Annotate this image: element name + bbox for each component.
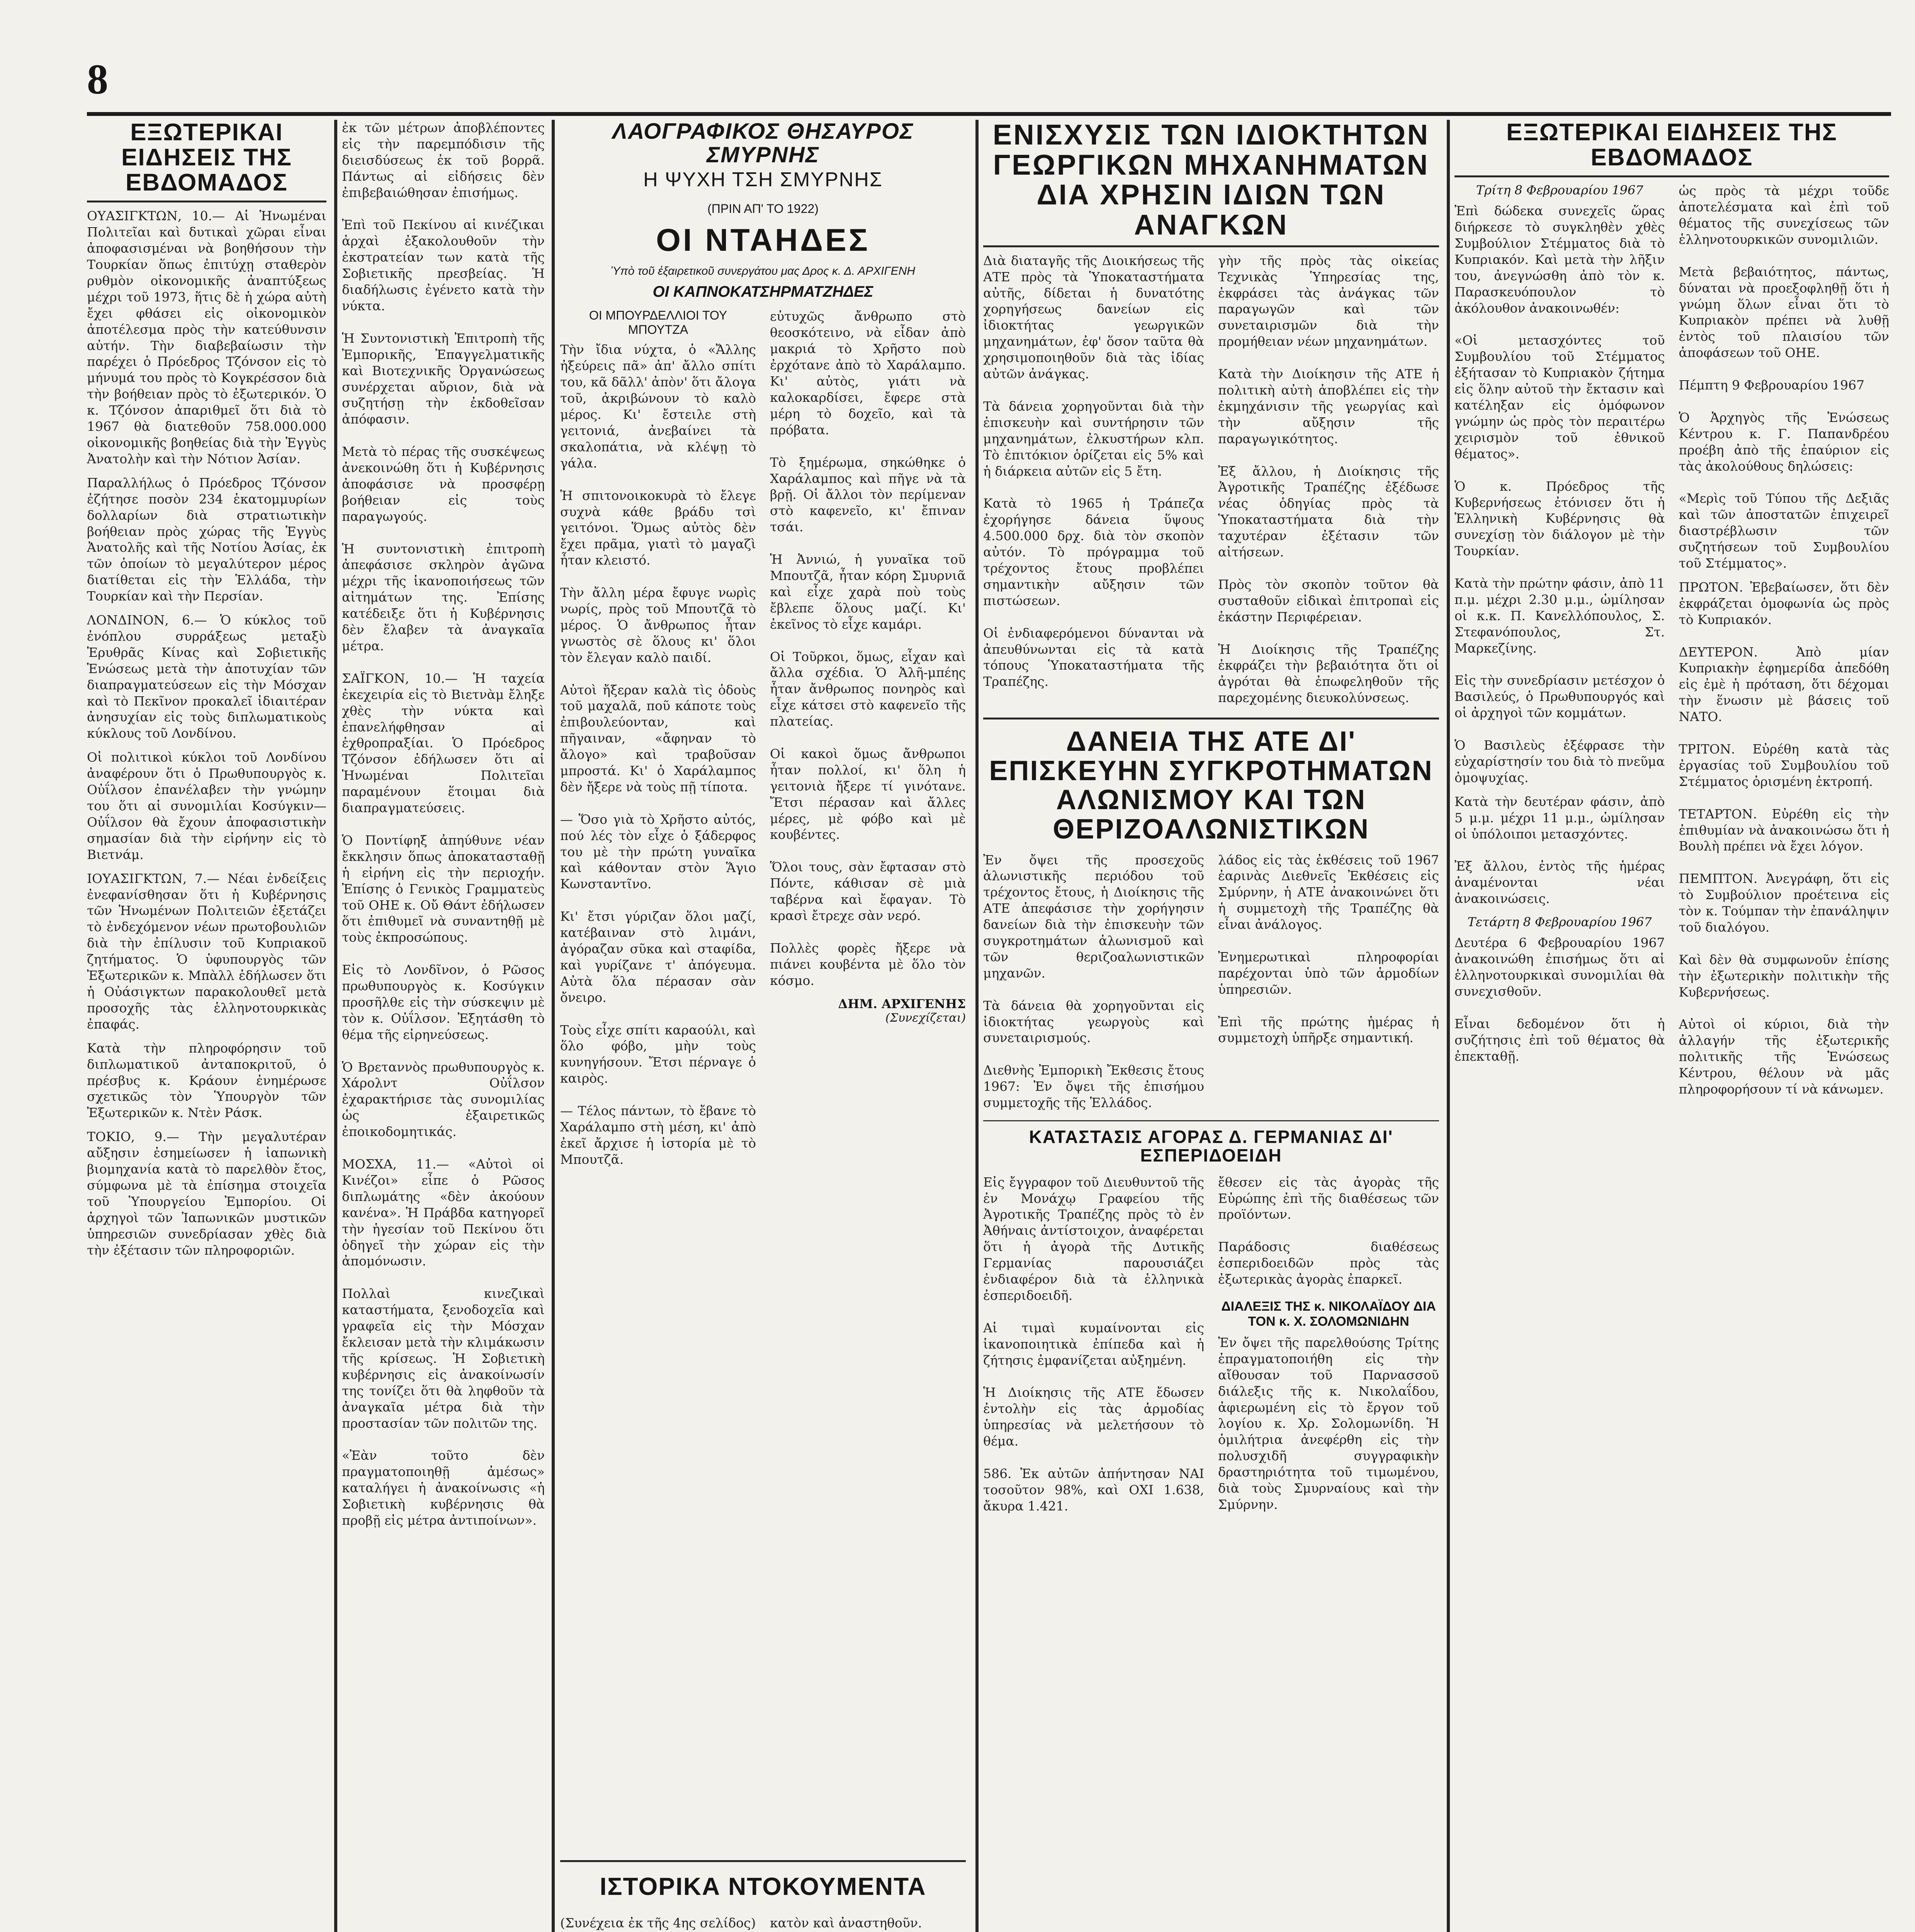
news-continuation-text: ἐκ τῶν μέτρων ἀποβλέποντες εἰς τὴν παρεμπόδισιν τῆς διεισδύσεως ἐκ τοῦ βορρᾶ. Πάντως αἱ εἰδήσεις δὲν ἐπιβεβαιώθησαν ἐπισήμως. Ἐπὶ τοῦ Πεκίνου αἱ κινέζικαι ἀρχαὶ ἐξακολουθοῦν τὴν ἐκστρατείαν των κατὰ τῆς Σοβιετικῆς πρεσβείας. Ἡ διαδήλωσις ἐγένετο κατὰ τὴν νύκτα. Ἡ Συντονιστικὴ Ἐπιτροπὴ τῆς Ἐμπορικῆς, Ἐπαγγελματικῆς καὶ Βιοτεχνικῆς Ὀργανώσεως συνέρχεται αὔριον, διὰ νὰ συζητήσῃ τὴν ἐκδοθεῖσαν ἀπόφασιν. Μετὰ τὸ πέρας τῆς συσκέψεως ἀνεκοινώθη ὅτι ἡ Κυβέρνησις ἀποφάσισε νὰ προσφέρῃ βοήθειαν εἰς τοὺς παραγωγούς. Ἡ συντονιστικὴ ἐπιτροπὴ ἀπεφάσισε σκληρὸν ἀγῶνα μέχρι τῆς ἱκανοποιήσεως τῶν αἰτημάτων της. Ἐπίσης κατέδειξε ὅτι ἡ Κυβέρνησις δὲν ἔλαβεν τὰ ἀναγκαῖα μέτρα. ΣΑΪΓΚΟΝ, 10.— Ἡ ταχεία ἐκεχειρία εἰς τὸ Βιετνὰμ ἔληξε χθὲς τὴν νύκτα καὶ ἐπανελήφθησαν αἱ ἐχθροπραξίαι. Ὁ Πρόεδρος Τζόνσον ἐδήλωσεν ὅτι αἱ Ἡνωμέναι Πολιτεῖαι παραμένουν ἕτοιμαι διὰ διαπραγματεύσεις. Ὁ Ποντίφηξ ἀπηύθυνε νέαν ἔκκλησιν ὅπως ἀποκατασταθῇ ἡ εἰρήνη εἰς τὴν περιοχήν. Ἐπίσης ὁ Γενικὸς Γραμματεὺς τοῦ ΟΗΕ κ. Οὔ Θάντ ἐδήλωσεν ὅτι ἐπιθυμεῖ νὰ συναντηθῇ μὲ τοὺς ἐκπροσώπους. Εἰς τὸ Λονδῖνον, ὁ Ρῶσος πρωθυπουργὸς κ. Κοσύγκιν προσῆλθε εἰς τὴν σύσκεψιν μὲ τὸν κ. Οὐΐλσον. Ἐξητάσθη τὸ θέμα τῆς εἰρηνεύσεως. Ὁ Βρεταννὸς πρωθυπουργὸς κ. Χάρολντ Οὐΐλσον ἐχαρακτήρισε τὰς συνομιλίας ὡς ἐξαιρετικῶς ἐποικοδομητικάς. ΜΟΣΧΑ, 11.— «Αὐτοὶ οἱ Κινέζοι» εἶπε ὁ Ρῶσος διπλωμάτης «δὲν ἀκούουν κανένα». Ἡ Πράβδα κατηγορεῖ τὴν ἡγεσίαν τοῦ Πεκίνου ὅτι ὁδηγεῖ τὴν χώραν εἰς τὴν ἀπομόνωσιν. Πολλαὶ κινεζικαὶ καταστήματα, ξενοδοχεῖα καὶ γραφεῖα εἰς τὴν Μόσχαν ἔκλεισαν μετὰ τὴν κλιμάκωσιν τῆς κρίσεως. Ἡ Σοβιετικὴ κυβέρνησις εἰς ἀνακοίνωσίν της τονίζει ὅτι θὰ ληφθοῦν τὰ ἀναγκαῖα μέτρα διὰ τὴν προστασίαν τῶν πολιτῶν της. «Ἐὰν τοῦτο δὲν πραγματοποιηθῇ ἀμέσως» καταλήγει ἡ ἀνακοίνωσις «ἡ Σοβιετικὴ κυβέρνησις θὰ προβῇ εἰς μέτρα ἀντιποίνων». (342, 120, 545, 1528)
lecture-box-title: ΔΙΑΛΕΞΙΣ ΤΗΣ κ. ΝΙΚΟΛΑΪΔΟΥ ΔΙΑ ΤΟΝ κ. Χ. ΣΟΛΟΜΩΝΙΔΗΝ (1221, 1299, 1436, 1329)
germany-text-left: Εἰς ἔγγραφον τοῦ Διευθυντοῦ τῆς ἐν Μονάχῳ Γραφείου τῆς Ἀγροτικῆς Τραπέζης πρὸς τὸ ἐν Ἀθήναις ἀντίστοιχον, ἀναφέρεται ὅτι ἡ ἀγορὰ τῆς Δυτικῆς Γερμανίας παρουσιάζει ἐνδιαφέρον διὰ τὰ ἑλληνικὰ ἐσπεριδοειδῆ. Αἱ τιμαὶ κυμαίνονται εἰς ἱκανοποιητικὰ ἐπίπεδα καὶ ἡ ζήτησις ἐμφανίζεται αὐξημένη. Ἡ Διοίκησις τῆς ΑΤΕ ἔδωσεν ἐντολὴν εἰς τὰς ἁρμοδίας ὑπηρεσίας νὰ μελετήσουν τὸ θέμα. 586. Ἐκ αὐτῶν ἀπήντησαν ΝΑΙ τοσοῦτον 98%, καὶ ΟΧΙ 1.638, ἄκυρα 1.421. (983, 1174, 1204, 1514)
folklore-text-right: εὐτυχῶς ἄνθρωπο στὸ θεοσκότεινο, νὰ εἶδαν ἀπὸ μακριά τὸ Χρῆστο ποὺ ἐρχότανε ἀπὸ τὸ Χαράλαμπο. Κι' αὐτὸς, γιάτι νὰ καλοκαρδίσει, ἔφερε στὰ μέρη τὸ δοχεῖο, καὶ τὰ πρόβατα. Τὸ ξημέρωμα, σηκώθηκε ὁ Χαράλαμπος καὶ πῆγε νὰ τὰ βρῇ. Οἱ ἄλλοι τὸν περίμεναν στὸ καφενεῖο, κι' ἔπιναν τσάι. Ἡ Ἀννιώ, ἡ γυναῖκα τοῦ Μπουτζᾶ, ἦταν κόρη Σμυρνιᾶ καὶ εἶχε χαρὰ ποὺ τοὺς ἔβλεπε ὅλους μαζί. Κι' ἐκεῖνος τὸ εἶχε καμάρι. Οἱ Τοῦρκοι, ὅμως, εἶχαν καὶ ἄλλα σχέδια. Ὁ Ἀλῆ-μπέης ἦταν ἄνθρωπος πονηρὸς καὶ εἶχε κάτσει στὸ καφενεῖο τῆς πλατείας. Οἱ κακοὶ ὅμως ἄνθρωποι ἦταν πολλοί, κι' ὅλη ἡ γειτονιὰ ἤξερε τί γινότανε. Ἔτσι πέρασαν καὶ ἄλλες μέρες, μὲ φόβο καὶ μὲ κουβέντες. Ὅλοι τους, σὰν ἔφτασαν στὸ Πόντε, κάθισαν σὲ μιὰ ταβέρνα καὶ ἔφαγαν. Τὸ κρασὶ ἔτρεχε σὰν νερό. Πολλὲς φορὲς ἤξερε νὰ πιάνει κουβέντα μὲ ὅλο τὸν κόσμο. (770, 309, 966, 988)
agri-text-right: γὴν τῆς πρὸς τὰς οἰκείας Τεχνικὰς Ὑπηρεσίας της, ἐκφράσει τὰς ἀνάγκας τῶν παραγωγῶν καὶ τῶν συνεταιρισμῶν διὰ τὴν προμήθειαν νέων μηχανημάτων. Κατὰ τὴν Διοίκησιν τῆς ΑΤΕ ἡ πολιτικὴ αὐτὴ ἀποβλέπει εἰς τὴν ἐκμηχάνισιν τῆς γεωργίας καὶ τὴν αὔξησιν τῆς παραγωγικότητος. Ἐξ ἄλλου, ἡ Διοίκησις τῆς Ἀγροτικῆς Τραπέζης ἐξέδωσε νέας ὁδηγίας πρὸς τὰ Ὑποκαταστήματα διὰ τὴν ταχυτέραν ἐξέτασιν τῶν αἰτήσεων. Πρὸς τὸν σκοπὸν τοῦτον θὰ συσταθοῦν εἰδικαὶ ἐπιτροπαὶ εἰς ἑκάστην Περιφέρειαν. Ἡ Διοίκησις τῆς Τραπέζης ἐκφράζει τὴν βεβαιότητα ὅτι οἱ ἀγρόται θὰ ἐπωφεληθοῦν τῆς παρεχομένης διευκολύνσεως. (1218, 253, 1439, 706)
germany-market-headline: ΚΑΤΑΣΤΑΣΙΣ ΑΓΟΡΑΣ Δ. ΓΕΡΜΑΝΙΑΣ ΔΙ' ΕΣΠΕΡΙΔΟΕΙΔΗ (1029, 1127, 1393, 1166)
page-number: 8 (87, 56, 108, 103)
masthead-rule (87, 112, 1891, 116)
folklore-author: ΔΗΜ. ΑΡΧΙΓΕΝΗΣ (838, 996, 966, 1011)
historical-documents (560, 1855, 966, 1932)
crown-council-text-2: Κατὰ τὴν δευτέραν φάσιν, ἀπὸ 5 μ.μ. μέχρι 11 μ.μ., ὡμίλησαν οἱ ὑπόλοιποι μετασχόντες. Ἐξ ἄλλου, ἐντὸς τῆς ἡμέρας ἀναμένονται νέαι ἀνακοινώσεις. (1455, 794, 1665, 906)
news-london: ΛΟΝΔΙΝΟΝ, 6.— Ὁ κύκλος τοῦ ἐνόπλου συρράξεως μεταξὺ Ἐρυθρᾶς Κίνας καὶ Σοβιετικῆς Ἑνώσεως μετὰ τὴν ἀποτυχίαν τῶν διαπραγματεύσεων εἰς τὴν Μόσχαν καὶ τὸ Πεκῖνον προκαλεῖ ἰδιαιτέραν ἀνησυχίαν εἰς τοὺς διπλωματικοὺς κύκλους τοῦ Λονδίνου. (87, 612, 331, 741)
loans-text-left: Ἐν ὄψει τῆς προσεχοῦς ἁλωνιστικῆς περιόδου τοῦ τρέχοντος ἔτους, ἡ Διοίκησις τῆς ΑΤΕ ἀπεφάσισε τὴν χορήγησιν δανείων διὰ τὴν ἐπισκευὴν τῶν συγκροτημάτων ἁλωνισμοῦ καὶ τῶν θεριζοαλωνιστικῶν μηχανῶν. Τὰ δάνεια θὰ χορηγοῦνται εἰς ἰδιοκτήτας γεωργοὺς καὶ συνεταιρισμούς. Διεθνὴς Ἐμπορικὴ Ἔκθεσις ἔτους 1967: Ἐν ὄψει τῆς ἐπισήμου συμμετοχῆς τῆς Ἑλλάδος. (983, 852, 1204, 1111)
papandreou-text: ὡς πρὸς τὰ μέχρι τοῦδε ἀποτελέσματα καὶ ἐπὶ τοῦ θέματος τῆς συνεχίσεως τῶν ἑλληνοτουρκικῶν συνομιλιῶν. Μετὰ βεβαιότητος, πάντως, δύναται νὰ προεξοφληθῇ ὅτι ἡ γνώμη ὅλων εἶναι ὅτι τὸ Κυπριακὸν πρέπει νὰ λυθῇ ἐντὸς τοῦ πλαισίου τῶν ἀποφάσεων τοῦ ΟΗΕ. Πέμπτη 9 Φεβρουαρίου 1967 Ὁ Ἀρχηγὸς τῆς Ἑνώσεως Κέντρου κ. Γ. Παπανδρέου προέβη ἀπὸ τῆς ἐπαύριον εἰς τὰς ἀκολούθους δηλώσεις: «Μερὶς τοῦ Τύπου τῆς Δεξιᾶς καὶ τῶν ἀποστατῶν ἐπιχειρεῖ διαστρέβλωσιν τῶν συζητήσεων τοῦ Συμβουλίου τοῦ Στέμματος». (1679, 183, 1889, 571)
crown-council-text: Ἐπὶ δώδεκα συνεχεῖς ὥρας διήρκεσε τὸ συγκληθὲν χθὲς Συμβούλιον Στέμματος διὰ τὸ Κυπριακόν. Καὶ μετὰ τὴν λῆξιν του, ἀνεγνώσθη ἀπὸ τὸν κ. Παρασκευόπουλον τὸ ἀκόλουθον ἀνακοινωθέν: «Οἱ μετασχόντες τοῦ Συμβουλίου τοῦ Στέμματος ἐξήτασαν τὸ Κυπριακὸν ζήτημα εἰς ὅλην αὐτοῦ τὴν ἔκτασιν καὶ κατέληξαν εἰς ὁμόφωνον γνώμην ὡς πρὸς τὸν περαιτέρω χειρισμὸν τοῦ ἐθνικοῦ θέματος». Ὁ κ. Πρόεδρος τῆς Κυβερνήσεως ἐτόνισεν ὅτι ἡ Ἑλληνικὴ Κυβέρνησις θὰ συνεχίσῃ τὸν διάλογον μὲ τὴν Τουρκίαν. Κατὰ τὴν πρώτην φάσιν, ἀπὸ 11 π.μ. μέχρι 2.30 μ.μ., ὡμίλησαν οἱ κ.κ. Π. Κανελλόπουλος, Σ. Στεφανόπουλος, Στ. Μαρκεζίνης. Εἰς τὴν συνεδρίασιν μετέσχον ὁ Βασιλεύς, ὁ Πρωθυπουργός καὶ οἱ ἀρχηγοὶ τῶν κομμάτων. Ὁ Βασιλεὺς ἐξέφρασε τὴν εὐχαρίστησίν του διὰ τὸ πνεῦμα ὁμοψυχίας. (1455, 203, 1665, 785)
folklore-title: ΟΙ ΝΤΑΗΔΕΣ (656, 223, 870, 258)
foreign-news-headline-2: ΕΞΩΤΕΡΙΚΑΙ ΕΙΔΗΣΕΙΣ ΤΗΣ ΕΒΔΟΜΑΔΟΣ (1506, 119, 1837, 171)
news-washington-2: ΙΟΥΑΣΙΓΚΤΩΝ, 7.— Νέαι ἐνδείξεις ἐνεφανίσθησαν ὅτι ἡ Κυβέρνησις τῶν Ἡνωμένων Πολιτειῶν ἐξετάζει τὸ ἐνδεχόμενον νέων πρωτοβουλιῶν διὰ τὴν ἐπίλυσιν τοῦ Κυπριακοῦ ζητήματος. Ὁ ὑφυπουργὸς τῶν Ἐξωτερικῶν κ. Μπὰλλ ἐδήλωσεν ὅτι ἡ Οὐάσιγκτων παρακολουθεῖ μετὰ προσοχῆς τὰς ἑλληνοτουρκικὰς ἐπαφάς. (87, 871, 331, 1032)
historical-text-right: κατὸν καὶ ἀναστηθοῦν. (770, 1915, 922, 1931)
dateline-wednesday: Τετάρτη 8 Φεβρουαρίου 1967 (1467, 915, 1652, 930)
folklore-subheadline: Η ΨΥΧΗ ΤΣΗ ΣΜΥΡΝΗΣ (643, 168, 883, 191)
folklore-continued: (Συνεχίζεται) (885, 1011, 966, 1025)
folklore-dates: (ΠΡΙΝ ΑΠ' ΤΟ 1922) (707, 202, 819, 216)
agricultural-bank-column (983, 119, 1443, 1932)
news-crown: Κατὰ τὴν πληροφόρησιν τοῦ διπλωματικοῦ ἀνταποκριτοῦ, ὁ πρέσβυς κ. Κράουν ἐνημέρωσε σχετικῶς τὸν Ὑπουργὸν τῶν Ἐξωτερικῶν κ. Ντὲν Ράσκ. (87, 1040, 331, 1121)
germany-text-right: ἔθεσεν εἰς τὰς ἀγορὰς τῆς Εὐρώπης ἐπὶ τῆς διαθέσεως τῶν προϊόντων. Παράδοσις διαθέσεως ἐσπεριδοειδῶν πρὸς τὰς ἐξωτερικὰς ἀγορὰς ἐπαρκεῖ. (1218, 1174, 1439, 1287)
foreign-news-column (87, 119, 331, 1932)
loans-text-right: λάδος εἰς τὰς ἐκθέσεις τοῦ 1967 ἐαρινὰς Διεθνεῖς Ἐκθέσεις εἰς Σμύρνην, ἡ ΑΤΕ ἀνακοινώνει ὅτι ἡ συμμετοχὴ τῆς Τραπέζης θὰ εἶναι ἀνάλογος. Ἐνημερωτικαὶ πληροφορίαι παρέχονται ὑπὸ τῶν ἁρμοδίων ὑπηρεσιῶν. Ἐπὶ τῆς πρώτης ἡμέρας ἡ συμμετοχὴ ὑπῆρξε σημαντική. (1218, 852, 1439, 1046)
folklore-section-title: ΟΙ ΜΠΟΥΡΔΕΛΛΙΟΙ ΤΟΥ ΜΠΟΥΤΖΑ (589, 308, 727, 337)
folklore-article (560, 120, 966, 1932)
foreign-news-headline: ΕΞΩΤΕΡΙΚΑΙ ΕΙΔΗΣΕΙΣ ΤΗΣ ΕΒΔΟΜΑΔΟΣ (121, 119, 292, 196)
news-johnson: Παραλλήλως ὁ Πρόεδρος Τζόνσον ἐζήτησε ποσὸν 234 ἑκατομμυρίων δολλαρίων διὰ στρατιωτικὴν βοήθειαν πρὸς χώρας τῆς Ἑγγὺς Ἀνατολῆς καὶ τῆς Νοτίου Ἀσίας, ἐκ τῶν ὁποίων τὸ μεγαλύτερον μέρος διατίθεται εἰς τὴν Ἑλλάδα, τὴν Τουρκίαν καὶ τὴν Περσίαν. (87, 475, 331, 604)
folklore-text-left: Τὴν ἴδια νύχτα, ὁ «Ἄλλης ἠξεύρεις πᾶ» ἀπ' ἄλλο σπίτι του, κᾶ δᾶλλ' ἀπὸν' ὅτι ἄλογα τοῦ, ἀκριβώνουν τὸ καλὸ μέρος. Κι' ἔστειλε στὴ γειτονιά, ἀνεβαίνει τὰ σκαλοπάτια, νὰ κλέψῃ τὸ γάλα. Ἡ σπιτονοικοκυρὰ τὸ ἔλεγε συχνὰ κάθε βράδυ τσὶ γειτόνοι. Ὅμως αὐτὸς δὲν ἔχει πρᾶμα, γιατὶ τὸ μαγαζὶ ἦταν κλειστό. Τὴν ἄλλη μέρα ἔφυγε νωρὶς νωρίς, πρὸς τοῦ Μπουτζᾶ τὸ μέρος. Ὁ ἄνθρωπος ἦταν γνωστὸς σὲ ὅλους κι' ὅλοι τὸν ἔλεγαν καλὸ παιδί. Αὐτοὶ ἤξεραν καλὰ τὶς ὁδοὺς τοῦ μαχαλᾶ, ποῦ κάποτε τοὺς ἐπιβουλεύονταν, καὶ πῆγαιναν, «ἄφηναν τὸ ἄλογο» καὶ τραβοῦσαν μπροστά. Κι' ὁ Χαράλαμπος δὲν ἤξερε νὰ τοὺς πῇ τίποτα. — Ὅσο γιὰ τὸ Χρῆστο αὐτός, πού λές τὸν εἶχε ὁ ξάδερφος του μὲ τὴν πρώτη γυναῖκα καὶ κάθονταν στὸν Ἅγιο Κωνσταντῖνο. Κι' ἔτσι γύριζαν ὅλοι μαζί, κατέβαιναν στὸ λιμάνι, ἀγόραζαν σῦκα καὶ σταφίδα, καὶ γυρίζανε τ' ἀπόγευμα. Αὐτὰ ὅλα πέρασαν σὰν ὄνειρο. Τοὺς εἶχε σπίτι καραούλι, καὶ ὅλο φόβο, μὴν τοὺς κυνηγήσουν. Ἔτσι πέρναγε ὁ καιρὸς. — Τέλος πάντων, τὸ ἔβανε τὸ Χαράλαμπο στὴ μέση, κι' ἀπὸ ἐκεῖ ἄρχισε ἡ ἱστορία μὲ τὸ Μπουτζᾶ. (560, 342, 756, 1167)
news-washington: ΟΥΑΣΙΓΚΤΩΝ, 10.— Αἱ Ἡνωμέναι Πολιτεῖαι καὶ δυτικαὶ χῶραι εἶναι ἀποφασισμέναι νὰ βοηθήσουν τὴν Τουρκίαν ὅπως ἐπιτύχῃ σταθερὸν ρυθμὸν οἰκονομικῆς ἀναπτύξεως μέχρι τοῦ 1973, ἥτις δὲ ἡ χώρα αὐτὴ ἔχει φθάσει εἰς οἰκονομικὸν ἀποτέλεσμα πρὸς τὴν κατεύθυνσιν αὐτήν. Τὴν διαβεβαίωσιν τὴν παρέχει ὁ Πρόεδρος Τζόνσον εἰς τὸ μήνυμά του πρὸς τὸ Κογκρέσσον διὰ τὴν βοήθειαν πρὸς τὸ ἐξωτερικόν. Ὁ κ. Τζόνσον ἀπαριθμεῖ ὅτι διὰ τὸ 1967 θὰ διατεθοῦν 758.000.000 οἰκονομικῆς βοηθείας διὰ τὴν Ἑγγὺς Ἀνατολὴν καὶ τὴν Νότιον Ἀσίαν. (87, 208, 331, 466)
folklore-subtitle: ΟΙ ΚΑΠΝΟΚΑΤΣΗΡΜΑΤΖΗΔΕΣ (652, 283, 873, 301)
papandreou-points: ΠΡΩΤΟΝ. Ἐβεβαίωσεν, ὅτι δὲν ἐκφράζεται ὁμοφωνία ὡς πρὸς τὸ Κυπριακόν. ΔΕΥΤΕΡΟΝ. Ἀπὸ μίαν Κυπριακὴν ἐφημερίδα ἀπεδόθη εἰς ἐμὲ ἡ πρόταση, ὅτι δέχομαι τὴν ἕνωσιν μὲ βάσεις τοῦ ΝΑΤΟ. ΤΡΙΤΟΝ. Εὐρέθη κατὰ τὰς ἐργασίας τοῦ Συμβουλίου τοῦ Στέμματος ὁρισμένη ἐκτροπή. ΤΕΤΑΡΤΟΝ. Εὐρέθη εἰς τὴν ἐπιθυμίαν νὰ ἀνακοινώσω ὅτι ἡ Βουλὴ πρέπει νὰ ἔχει λόγον. ΠΕΜΠΤΟΝ. Ἀνεγράφη, ὅτι εἰς τὸ Συμβούλιον προέτεινα εἰς τὸν κ. Τούμπαν τὴν ἐπανάληψιν τοῦ διαλόγου. Καὶ δὲν θὰ συμφωνοῦν ἐπίσης τὴν ἐξωτερικὴν πολιτικὴν τῆς Κυβερνήσεως. Αὐτοὶ οἱ κύριοι, διὰ τὴν ἀλλαγήν τῆς ἐξωτερικῆς πολιτικῆς τῆς Ἑνώσεως Κέντρου, θέλουν νὰ μᾶς πληροφορήσουν τί νὰ κάνωμεν. (1679, 579, 1889, 1097)
lecture-box-text: Ἐν ὄψει τῆς παρελθούσης Τρίτης ἐπραγματοποιήθη εἰς τὴν αἴθουσαν τοῦ Παρνασσοῦ διάλεξις τῆς κ. Νικολαΐδου, ἀφιερωμένη εἰς τὸ ἔργον τοῦ λογίου κ. Χρ. Σολομωνίδη. Ἡ ὁμιλήτρια ἀνεφέρθη εἰς τὴν πολυσχιδῆ συγγραφικὴν δραστηριότητα τοῦ τιμωμένου, διὰ τοὺς Σμυρναίους καὶ τὴν Σμύρνην. (1218, 1335, 1443, 1512)
crown-council-text-3: Δευτέρα 6 Φεβρουαρίου 1967 ἀνακοινώθη ἐπισήμως ὅτι αἱ ἑλληνοτουρκικαὶ συνομιλίαι θὰ συνεχισθοῦν. Εἶναι δεδομένον ὅτι ἡ συζήτησις ἐπὶ τοῦ θέματος θὰ ἐπεκταθῇ. (1455, 935, 1665, 1064)
historical-documents-title: ΙΣΤΟΡΙΚΑ ΝΤΟΚΟΥΜΕΝΤΑ (600, 1872, 926, 1900)
news-tokyo: ΤΟΚΙΟ, 9.— Τὴν μεγαλυτέραν αὔξησιν ἐσημείωσεν ἡ ἰαπωνικὴ βιομηχανία κατὰ τὸ παρελθὸν ἔτος, σύμφωνα μὲ τὰ ἐπίσημα στοιχεῖα τοῦ Ὑπουργείου Ἐμπορίου. Οἱ ἀρχηγοὶ τῶν Ἰαπωνικῶν μυστικῶν ὑπηρεσιῶν συνεδρίασαν χθὲς διὰ τὴν ἐξέτασιν τῶν πληροφοριῶν. (87, 1129, 331, 1258)
news-continuation-column (342, 120, 545, 1932)
dateline-tuesday: Τρίτη 8 Φεβρουαρίου 1967 (1476, 183, 1643, 198)
foreign-news-column-2 (1455, 120, 1889, 1932)
historical-text-left: (Συνέχεια ἐκ τῆς 4ης σελίδος) (560, 1915, 756, 1931)
news-wilson: Οἱ πολιτικοὶ κύκλοι τοῦ Λονδίνου ἀναφέρουν ὅτι ὁ Πρωθυπουργὸς κ. Οὐΐλσον ἐπανέλαβεν τὴν γνώμην του ὅτι αἱ συνομιλίαι Κοσύγκιν—Οὐΐλσον θὰ ἔχουν ἀποφασιστικὴν σημασίαν διὰ τὴν εἰρήνην εἰς τὸ Βιετνάμ. (87, 750, 331, 862)
folklore-byline: Ὑπὸ τοῦ ἐξαιρετικοῦ συνεργάτου μας Δρος κ. Δ. ΑΡΧΙΓΕΝΗ (611, 265, 915, 278)
loans-headline: ΔΑΝΕΙΑ ΤΗΣ ΑΤΕ ΔΙ' ΕΠΙΣΚΕΥΗΝ ΣΥΓΚΡΟΤΗΜΑΤΩΝ ΑΛΩΝΙΣΜΟΥ ΚΑΙ ΤΩΝ ΘΕΡΙΖΟΑΛΩΝΙΣΤΙΚΩΝ (989, 726, 1433, 845)
agri-machinery-headline: ΕΝΙΣΧΥΣΙΣ ΤΩΝ ΙΔΙΟΚΤΗΤΩΝ ΓΕΩΡΓΙΚΩΝ ΜΗΧΑΝΗΜΑΤΩΝ ΔΙΑ ΧΡΗΣΙΝ ΙΔΙΩΝ ΤΩΝ ΑΝΑΓΚΩΝ (992, 119, 1430, 241)
folklore-headline: ΛΑΟΓΡΑΦΙΚΟΣ ΘΗΣΑΥΡΟΣ ΣΜΥΡΝΗΣ (612, 119, 914, 167)
agri-text-left: Διὰ διαταγῆς τῆς Διοικήσεως τῆς ΑΤΕ πρὸς τὰ Ὑποκαταστήματα αὐτῆς, δίδεται ἡ δυνατότης χορηγήσεως δανείων εἰς ἰδιοκτήτας γεωργικῶν μηχανημάτων, ἐφ' ὅσον ταῦτα θὰ χρησιμοποιηθοῦν διὰ τὰς ἰδίας αὐτῶν ἀνάγκας. Τὰ δάνεια χορηγοῦνται διὰ τὴν ἐπισκευὴν καὶ συντήρησιν τῶν μηχανημάτων, ἐλκυστήρων κλπ. Τὸ ἐπιτόκιον ὁρίζεται εἰς 5% καὶ ἡ διάρκεια αὐτῶν εἰς 5 ἔτη. Κατὰ τὸ 1965 ἡ Τράπεζα ἐχορήγησε δάνεια ὕψους 4.500.000 δρχ. διὰ τὸν σκοπὸν αὐτόν. Τὸ πρόγραμμα τοῦ τρέχοντος ἔτους προβλέπει σημαντικὴν αὔξησιν τῶν πιστώσεων. Οἱ ἐνδιαφερόμενοι δύνανται νὰ ἀπευθύνωνται εἰς τὰ κατὰ τόπους Ὑποκαταστήματα τῆς Τραπέζης. (983, 253, 1204, 689)
